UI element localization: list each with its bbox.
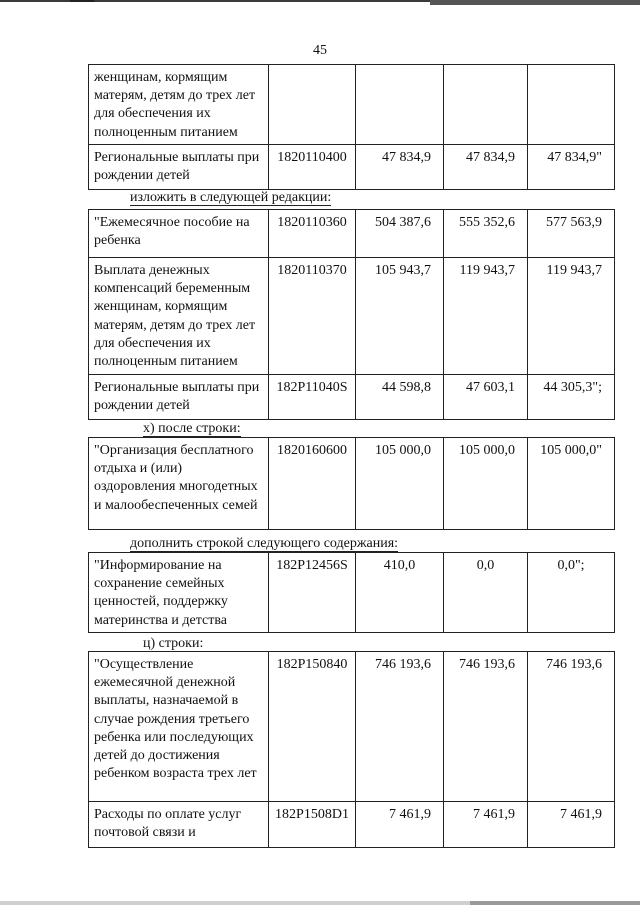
row-value-2 — [444, 65, 528, 145]
row-value-1: 105 000,0 — [356, 438, 444, 530]
caption-after-row: х) после строки: — [143, 421, 241, 436]
row-value-3: 47 834,9" — [528, 145, 615, 190]
table-row — [89, 438, 615, 530]
table-row — [89, 802, 615, 848]
page-number: 45 — [313, 43, 327, 58]
row-name: Региональные выплаты при рождении детей — [89, 145, 269, 190]
scan-top-edge-dark — [430, 0, 640, 5]
row-value-3: 0,0"; — [528, 553, 615, 633]
row-value-3: 746 193,6 — [528, 652, 615, 802]
row-name: Выплата денежных компенсаций беременным женщинам, кормящим матерям, детям до трех лет для обеспечения их полноценным питанием — [89, 258, 269, 375]
row-value-2: 555 352,6 — [444, 210, 528, 258]
row-code: 1820110360 — [269, 210, 356, 258]
budget-table-4 — [88, 552, 615, 633]
table-row — [89, 210, 615, 258]
row-name: "Организация бесплатного отдыха и (или) оздоровления многодетных и малообеспеченных семей — [89, 438, 269, 530]
table-row — [89, 375, 615, 420]
caption-add-row: дополнить строкой следующего содержания: — [130, 536, 399, 551]
row-code: 1820160600 — [269, 438, 356, 530]
row-value-1: 7 461,9 — [356, 802, 444, 848]
row-name: Региональные выплаты при рождении детей — [89, 375, 269, 420]
row-name: Расходы по оплате услуг почтовой связи и — [89, 802, 269, 848]
row-code: 182P12456S — [269, 553, 356, 633]
row-value-2: 47 834,9 — [444, 145, 528, 190]
row-code — [269, 65, 356, 145]
row-name: "Информирование на сохранение семейных ценностей, поддержку материнства и детства — [89, 553, 269, 633]
budget-table-5 — [88, 651, 615, 848]
row-value-1 — [356, 65, 444, 145]
row-value-1: 746 193,6 — [356, 652, 444, 802]
scan-bottom-edge-dark — [470, 901, 640, 905]
row-value-2: 119 943,7 — [444, 258, 528, 375]
row-value-3: 577 563,9 — [528, 210, 615, 258]
row-code: 182P1508D1 — [269, 802, 356, 848]
caption-edit: изложить в следующей редакции: — [130, 190, 332, 205]
row-value-1: 504 387,6 — [356, 210, 444, 258]
row-code: 182P150840 — [269, 652, 356, 802]
row-code: 1820110370 — [269, 258, 356, 375]
row-value-2: 105 000,0 — [444, 438, 528, 530]
table-row — [89, 145, 615, 190]
row-value-3 — [528, 65, 615, 145]
row-value-1: 47 834,9 — [356, 145, 444, 190]
row-value-2: 47 603,1 — [444, 375, 528, 420]
row-value-3: 44 305,3"; — [528, 375, 615, 420]
row-value-2: 7 461,9 — [444, 802, 528, 848]
budget-table-2 — [88, 209, 615, 420]
row-value-1: 44 598,8 — [356, 375, 444, 420]
row-code: 1820110400 — [269, 145, 356, 190]
row-name: "Ежемесячное пособие на ребенка — [89, 210, 269, 258]
row-value-1: 410,0 — [356, 553, 444, 633]
row-value-1: 105 943,7 — [356, 258, 444, 375]
table-row — [89, 258, 615, 375]
budget-table-1 — [88, 64, 615, 190]
table-row — [89, 65, 615, 145]
row-value-2: 746 193,6 — [444, 652, 528, 802]
budget-table-3 — [88, 437, 615, 530]
row-value-3: 7 461,9 — [528, 802, 615, 848]
row-name: женщинам, кормящим матерям, детям до трех лет для обеспечения их полноценным питанием — [89, 65, 269, 145]
scan-mark — [70, 0, 94, 2]
row-value-3: 119 943,7 — [528, 258, 615, 375]
row-value-3: 105 000,0" — [528, 438, 615, 530]
table-row — [89, 553, 615, 633]
caption-rows: ц) строки: — [143, 636, 204, 651]
row-value-2: 0,0 — [444, 553, 528, 633]
table-row — [89, 652, 615, 802]
row-code: 182P11040S — [269, 375, 356, 420]
row-name: "Осуществление ежемесячной денежной выплаты, назначаемой в случае рождения третьего ребенка или последующих детей до достижения ребенком возраста трех лет — [89, 652, 269, 802]
